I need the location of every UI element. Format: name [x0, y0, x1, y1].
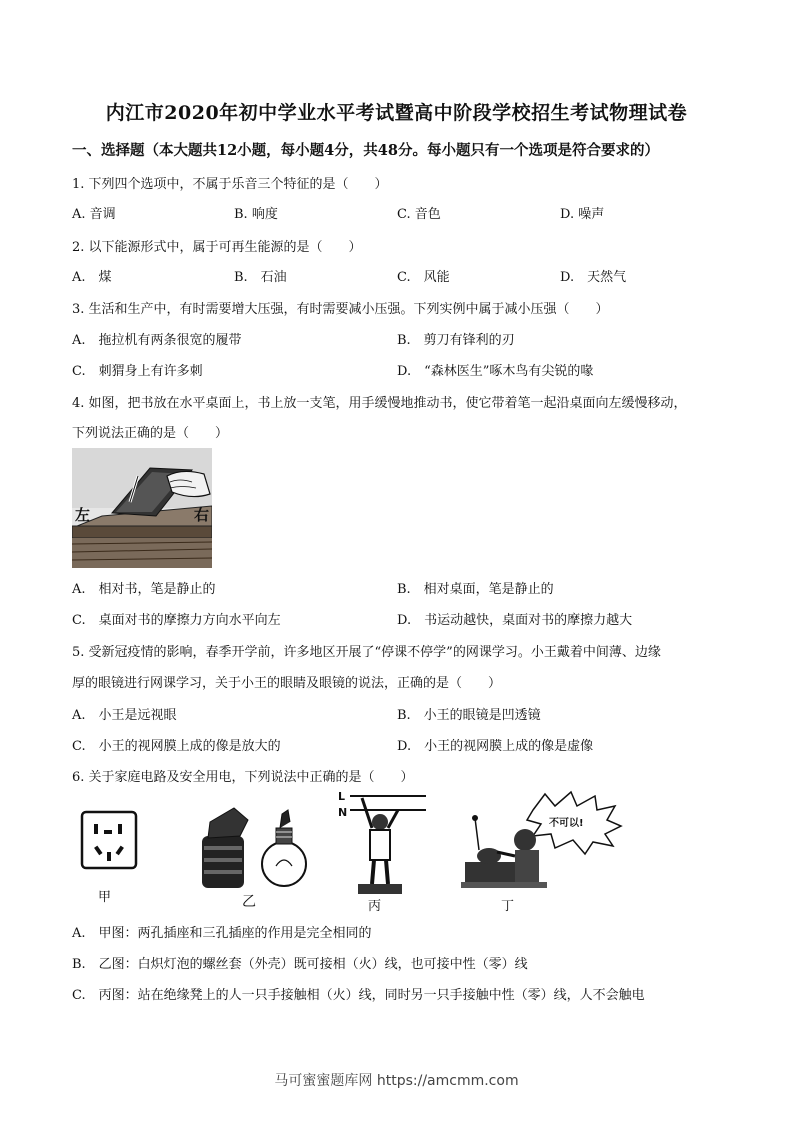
wire-label-l: L: [338, 790, 346, 803]
q6-option-a: A. 甲图：两孔插座和三孔插座的作用是完全相同的: [72, 926, 372, 941]
q4-option-a: A. 相对书，笔是静止的: [72, 582, 216, 597]
q1-option-b: B. 响度: [234, 207, 278, 222]
question-6-stem: 6. 关于家庭电路及安全用电，下列说法中正确的是（ ）: [72, 770, 414, 785]
q5-option-d: D. 小王的视网膜上成的像是虚像: [397, 739, 594, 754]
q6-option-b: B. 乙图：白炽灯泡的螺丝套（外壳）既可接相（火）线，也可接中性（零）线: [72, 957, 528, 972]
fig-label-ding: 丁: [501, 899, 515, 914]
q6-option-c: C. 丙图：站在绝缘凳上的人一只手接触相（火）线，同时另一只手接触中性（零）线，人不会触电: [72, 988, 645, 1003]
question-2-stem: 2. 以下能源形式中，属于可再生能源的是（ ）: [72, 240, 362, 255]
question-5-stem-line2: 厚的眼镜进行网课学习，关于小王的眼睛及眼镜的说法，正确的是（ ）: [72, 676, 502, 691]
question-1-stem: 1. 下列四个选项中，不属于乐音三个特征的是（ ）: [72, 177, 388, 192]
q3-option-d: D. “森林医生”啄木鸟有尖锐的喙: [397, 364, 594, 379]
q4-option-d: D. 书运动越快，桌面对书的摩擦力越大: [397, 613, 633, 628]
question-4-stem-line2: 下列说法正确的是（ ）: [72, 426, 229, 441]
section-heading: 一、选择题（本大题共12小题，每小题4分，共48分。每小题只有一个选项是符合要求的）: [72, 142, 659, 159]
q3-option-b: B. 剪刀有锋利的刃: [397, 333, 515, 348]
fig-label-yi: 乙: [242, 894, 256, 910]
lamp-figure: [190, 800, 315, 910]
fig-label-left: 左: [75, 506, 91, 524]
q1-option-d: D. 噪声: [560, 207, 605, 222]
fig-label-bing: 丙: [368, 899, 382, 913]
warning-bubble-text: 不可以!: [549, 818, 584, 829]
warning-figure: [455, 790, 625, 915]
question-3-stem: 3. 生活和生产中，有时需要增大压强，有时需要减小压强。下列实例中属于减小压强（ ）: [72, 302, 609, 317]
socket-figure: [78, 808, 140, 908]
q1-option-a: A. 音调: [72, 207, 116, 222]
q3-option-c: C. 刺猬身上有许多刺: [72, 364, 203, 379]
question-5-stem-line1: 5. 受新冠疫情的影响，春季开学前，许多地区开展了“停课不停学”的网课学习。小王戴着中间薄、边缘: [72, 645, 661, 660]
page-title: 内江市2020年初中学业水平考试暨高中阶段学校招生考试物理试卷: [105, 102, 688, 124]
q4-option-c: C. 桌面对书的摩擦力方向水平向左: [72, 613, 281, 628]
wire-label-n: N: [338, 806, 348, 819]
q2-option-b: B. 石油: [234, 270, 287, 285]
question-4-stem-line1: 4. 如图，把书放在水平桌面上，书上放一支笔，用手缓慢地推动书，使它带着笔一起沿桌面向左缓慢移动，: [72, 396, 687, 411]
q2-option-d: D. 天然气: [560, 270, 627, 285]
q3-option-a: A. 拖拉机有两条很宽的履带: [72, 333, 242, 348]
q5-option-a: A. 小王是远视眼: [72, 708, 177, 723]
q2-option-c: C. 风能: [397, 270, 450, 285]
page-footer: 马可蜜蜜题库网 https://amcmm.com: [274, 1073, 519, 1089]
q2-option-a: A. 煤: [72, 270, 112, 285]
person-wires-figure: [332, 788, 427, 913]
q1-option-c: C. 音色: [397, 207, 441, 222]
q4-option-b: B. 相对桌面，笔是静止的: [397, 582, 554, 597]
q5-option-c: C. 小王的视网膜上成的像是放大的: [72, 739, 281, 754]
fig-label-jia: 甲: [98, 890, 112, 905]
fig-label-right: 右: [194, 506, 210, 524]
q5-option-b: B. 小王的眼镜是凹透镜: [397, 708, 541, 723]
book-pen-figure: [72, 448, 212, 568]
